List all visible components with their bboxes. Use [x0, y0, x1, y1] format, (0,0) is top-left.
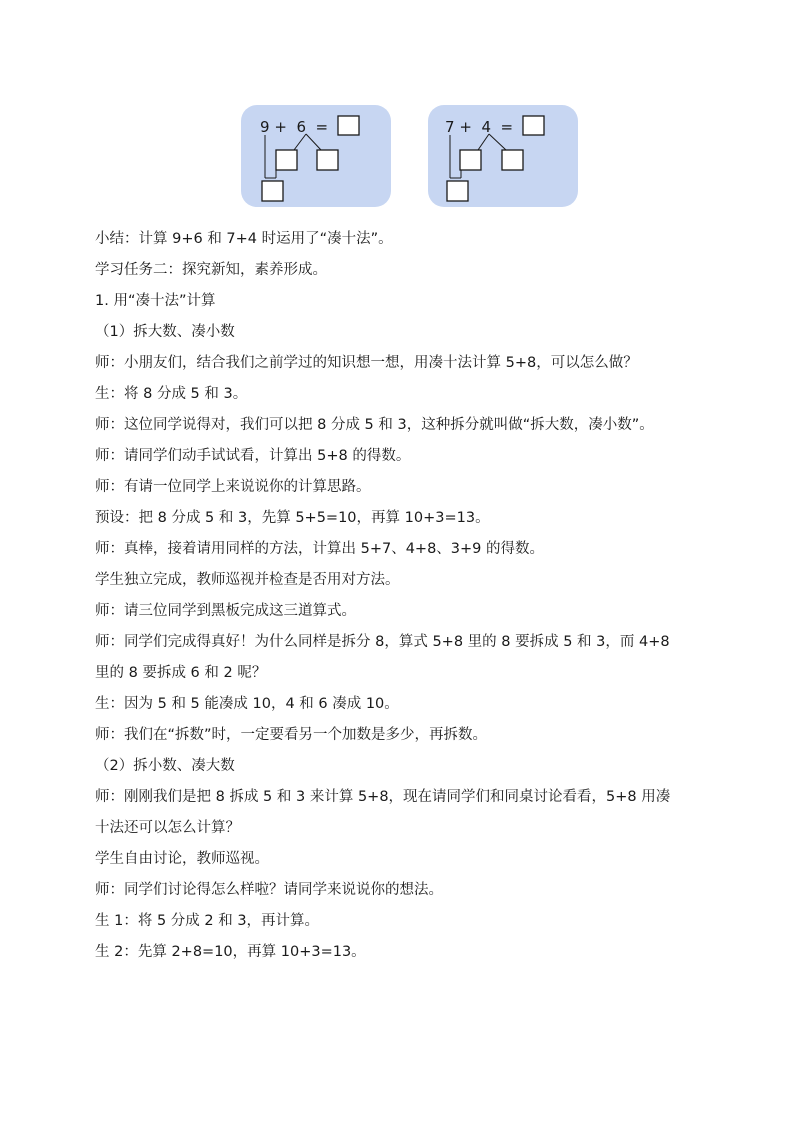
dialogue-line: 师：小朋友们，结合我们之前学过的知识想一想，用凑十法计算 5+8，可以怎么做？: [95, 355, 638, 371]
figure-2-answer-box: [523, 116, 544, 135]
preset-line: 预设：把 8 分成 5 和 3，先算 5+5=10，再算 10+3=13。: [95, 510, 490, 526]
dialogue-line-continued: 十法还可以怎么计算？: [95, 820, 240, 836]
dialogue-line: 生 2：先算 2+8=10，再算 10+3=13。: [95, 944, 366, 960]
figure-1-part-box-right: [317, 150, 338, 170]
summary-line: 小结：计算 9+6 和 7+4 时运用了“凑十法”。: [95, 231, 393, 247]
figure-2-split-line-right: [489, 134, 506, 150]
lesson-text: [95, 224, 715, 968]
figure-1-answer-box: [338, 116, 359, 135]
task-two-heading: 学习任务二：探究新知，素养形成。: [95, 262, 327, 278]
figure-1-split-line-left: [294, 134, 306, 150]
dialogue-line: 师：同学们完成得真好！为什么同样是拆分 8，算式 5+8 里的 8 要拆成 5 和 3，而 4+8: [95, 634, 670, 650]
number-bond-figure-1: [241, 105, 391, 207]
figure-2-ten-box: [447, 181, 468, 201]
dialogue-line-continued: 里的 8 要拆成 6 和 2 呢？: [95, 665, 267, 681]
activity-line: 学生自由讨论，教师巡视。: [95, 851, 269, 867]
figure-1-equals: =: [315, 118, 329, 136]
dialogue-line: 师：同学们讨论得怎么样啦？请同学来说说你的想法。: [95, 882, 443, 898]
figure-2-equals: =: [500, 118, 514, 136]
dialogue-line: 生：因为 5 和 5 能凑成 10，4 和 6 凑成 10。: [95, 696, 399, 712]
figure-2-part-box-left: [460, 150, 481, 170]
figure-2-addend-b: 4: [481, 118, 491, 136]
dialogue-line: 师：请同学们动手试试看，计算出 5+8 的得数。: [95, 448, 411, 464]
figure-1-addend-a: 9: [260, 118, 270, 136]
figure-1-ten-box: [262, 181, 283, 201]
figure-2-split-line-left: [478, 134, 489, 150]
dialogue-line: 师：我们在“拆数”时，一定要看另一个加数是多少，再拆数。: [95, 727, 488, 743]
dialogue-line: 师：这位同学说得对，我们可以把 8 分成 5 和 3，这种拆分就叫做“拆大数，凑小数”。: [95, 417, 654, 433]
figure-2-part-box-right: [502, 150, 523, 170]
figure-1-plus: +: [274, 118, 287, 136]
figure-2-addend-a: 7: [445, 118, 455, 136]
figure-1-combine-bracket: [265, 135, 276, 178]
dialogue-line: 师：刚刚我们是把 8 拆成 5 和 3 来计算 5+8，现在请同学们和同桌讨论看看，5+8 用凑: [95, 789, 671, 805]
subsection-heading-2: （2）拆小数、凑大数: [95, 758, 235, 774]
section-heading: 1. 用“凑十法”计算: [95, 293, 216, 309]
figure-1-part-box-left: [276, 150, 297, 170]
dialogue-line: 生 1：将 5 分成 2 和 3，再计算。: [95, 913, 320, 929]
dialogue-line: 师：有请一位同学上来说说你的计算思路。: [95, 479, 371, 495]
dialogue-line: 师：真棒，接着请用同样的方法，计算出 5+7、4+8、3+9 的得数。: [95, 541, 545, 557]
figure-1-diagram: [241, 105, 391, 207]
dialogue-line: 师：请三位同学到黑板完成这三道算式。: [95, 603, 356, 619]
figure-2-plus: +: [459, 118, 472, 136]
number-bond-figure-2: [428, 105, 578, 207]
figure-1-split-line-right: [306, 134, 321, 150]
figure-1-addend-b: 6: [296, 118, 306, 136]
figure-2-diagram: [428, 105, 578, 207]
subsection-heading-1: （1）拆大数、凑小数: [95, 324, 235, 340]
dialogue-line: 生：将 8 分成 5 和 3。: [95, 386, 248, 402]
activity-line: 学生独立完成，教师巡视并检查是否用对方法。: [95, 572, 400, 588]
